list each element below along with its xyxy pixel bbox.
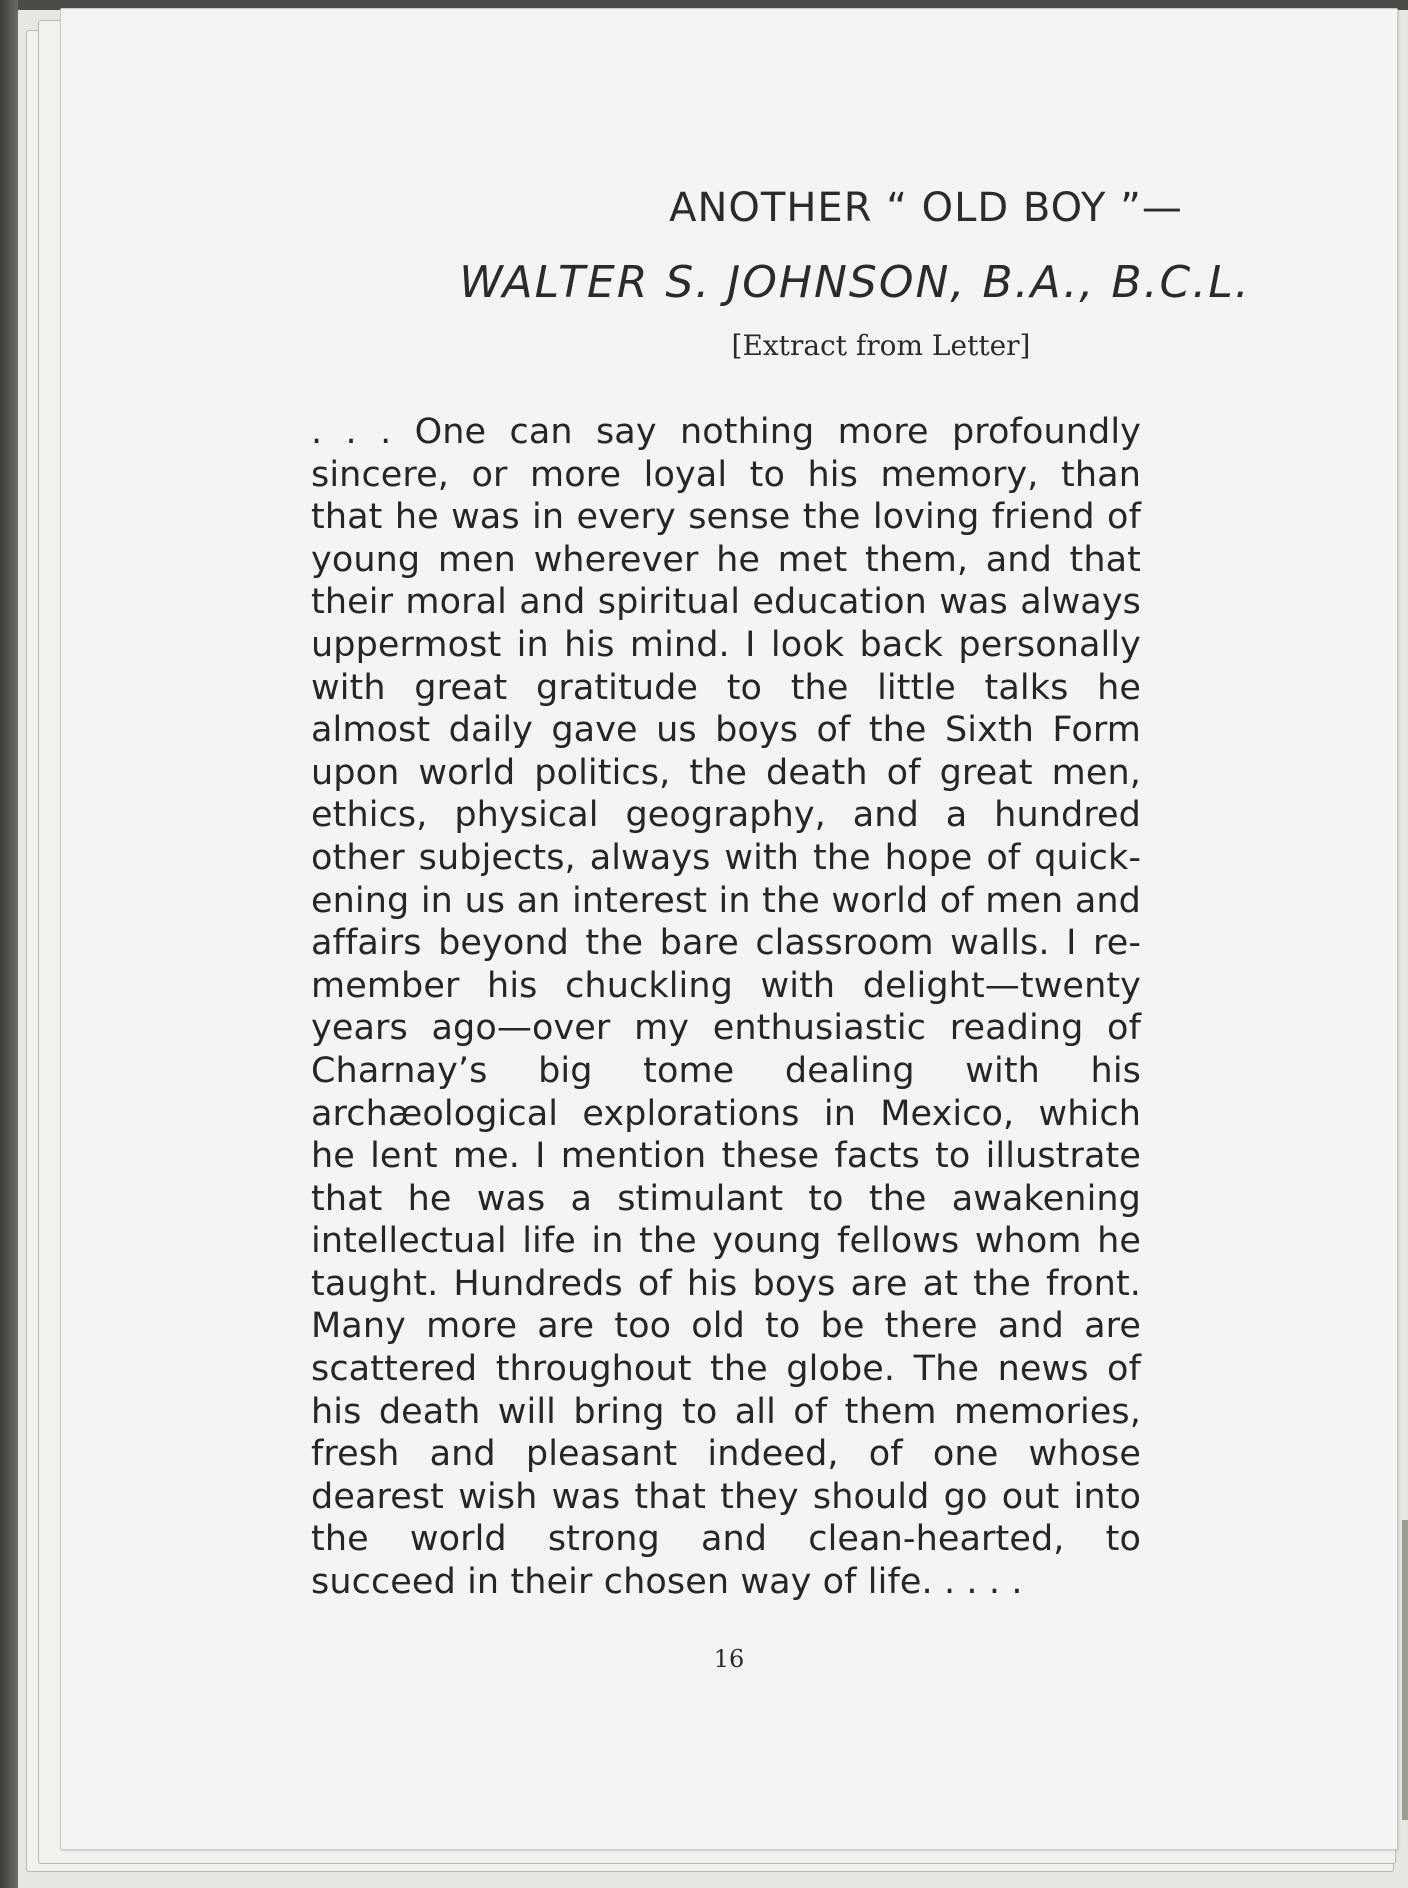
author-name: WALTER S. JOHNSON, B.A., B.C.L. — [459, 257, 1251, 308]
letter-paragraph: . . . One can say nothing more profoundly sincere, or more loyal to his memory, than that he was in every sense the loving friend of young men wherever he met them, and that their moral and spiritual education was always uppermost in his mind. I look back personally with great gratitude to the little talks he almost daily gave us boys of the Sixth Form upon world politics, the death of great men, ethics, physical geography, and a hundred other subjects, always with the hope of quickening in us an interest in the world of men and affairs beyond the bare classroom walls. I remember his chuckling with delight—twenty years ago—over my enthusiastic reading of Charnay’s big tome dealing with his archæological explorations in Mexico, which he lent me. I mention these facts to illustrate that he was a stimulant to the awakening intellectual life in the young fellows whom he taught. Hundreds of his boys are at the front. Many more are too old to be there and are scattered throughout the globe. The news of his death will bring to all of them memories, fresh and pleasant indeed, of one whose dearest wish was that they should go out into the world strong and clean-hearted, to succeed in their chosen way of life. . . . . — [311, 412, 1141, 1603]
extract-note: [Extract from Letter] — [731, 329, 1031, 362]
section-title: ANOTHER “ OLD BOY ”— — [669, 185, 1183, 231]
scan-right-edge — [1402, 1520, 1408, 1820]
book-page — [60, 8, 1398, 1850]
page-number: 16 — [713, 1645, 745, 1673]
scan-left-edge — [0, 0, 18, 1888]
